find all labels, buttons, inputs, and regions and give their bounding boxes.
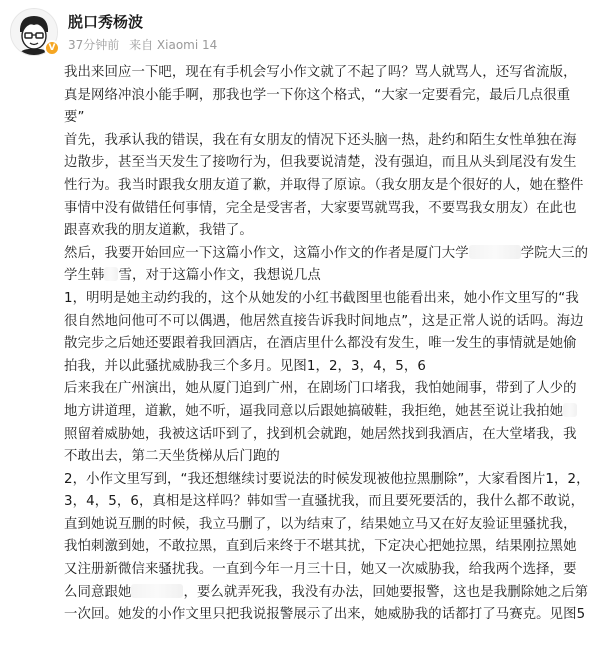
paragraph-3 bbox=[64, 243, 590, 288]
paragraph-5-part-b: 照留着威胁她，我被这话吓到了，找到机会就跑，她居然找到我酒店，在大堂堵我，我不敢出去，第二天坐货梯从后门跑的 bbox=[64, 426, 577, 465]
redaction-mask bbox=[104, 267, 118, 281]
redaction-mask bbox=[563, 403, 577, 417]
paragraph-2: 首先，我承认我的错误，我在有女朋友的情况下还头脑一热，赴约和陌生女性单独在海边散步，甚至当天发生了接吻行为，但我要说清楚，没有强迫，而且从头到尾没有发生性行为。我当时跟我女朋友道了歉，并取得了原谅。（我女朋友是个很好的人，她在整件事情中没有做错任何事情，完全是受害者，大家要骂就骂我，不要骂我女朋友）在此也跟喜欢我的朋友道歉，我错了。 bbox=[64, 132, 584, 239]
paragraph-6 bbox=[64, 469, 590, 627]
username[interactable]: 脱口秀杨波 bbox=[68, 13, 144, 31]
redaction-mask bbox=[469, 245, 521, 259]
post-content bbox=[64, 62, 590, 627]
verified-v-icon: V bbox=[44, 40, 60, 56]
paragraph-6-part-a: 2，小作文里写到，“我还想继续讨要说法的时候发现被他拉黑删除”，大家看图片1，2，3，4，5，6，真相是这样吗？韩如雪一直骚扰我，而且要死要活的，我什么都不敢说，直到她说互删的时候，我立马删了，以为结束了，结果她立马又在好友验证里骚扰我，我怕刺激到她，不敢拉黑，直到后来终于不堪其扰，下定决心把她拉黑，结果刚拉黑她又注册新微信来骚扰我。一直到今年一月三十日，她又一次威胁我，给我两个选择，要么同意跟她 bbox=[64, 471, 590, 600]
paragraph-4: 1，明明是她主动约我的，这个从她发的小红书截图里也能看出来，她小作文里写的“我很自然地问他可不可以偶遇，他居然直接告诉我时间地点”，这是正常人说的话吗。海边散完步之后她还要跟着我回酒店，在酒店里什么都没有发生，唯一发生的事情就是她偷拍我，并以此骚扰威胁我三个多月。见图1，2，3，4，5，6 bbox=[64, 290, 584, 374]
post-header bbox=[10, 8, 590, 58]
post-time: 37分钟前 bbox=[68, 38, 120, 52]
post-meta bbox=[68, 36, 223, 53]
paragraph-3-part-a: 然后，我要开始回应一下这篇小作文，这篇小作文的作者是厦门大学 bbox=[64, 245, 469, 261]
paragraph-5-part-a: 后来我在广州演出，她从厦门追到广州，在剧场门口堵我，我怕她闹事，带到了人少的地方讲道理，道歉，她不听，逼我同意以后跟她搞破鞋，我拒绝，她甚至说让我拍她 bbox=[64, 381, 577, 419]
paragraph-6-part-b: ，要么就弄死我，我没有办法，回她要报警，这也是我删除她之后第一次回。她发的小作文里只把我说报警展示了出来，她威胁我的话都打了马赛克。见图5 bbox=[64, 584, 589, 623]
paragraph-3-part-b: 学院大三的学生韩 bbox=[64, 245, 589, 284]
redaction-mask bbox=[131, 584, 183, 598]
paragraph-1: 我出来回应一下吧，现在有手机会写小作文就了不起了吗？骂人就骂人，还写省流版，真是网络冲浪小能手啊，那我也学一下你这个格式，“大家一定要看完，最后几点很重要” bbox=[64, 65, 577, 126]
post-source: 来自 Xiaomi 14 bbox=[129, 38, 218, 52]
paragraph-5 bbox=[64, 378, 590, 468]
paragraph-3-part-c: 雪，对于这篇小作文，我想说几点 bbox=[118, 268, 321, 284]
